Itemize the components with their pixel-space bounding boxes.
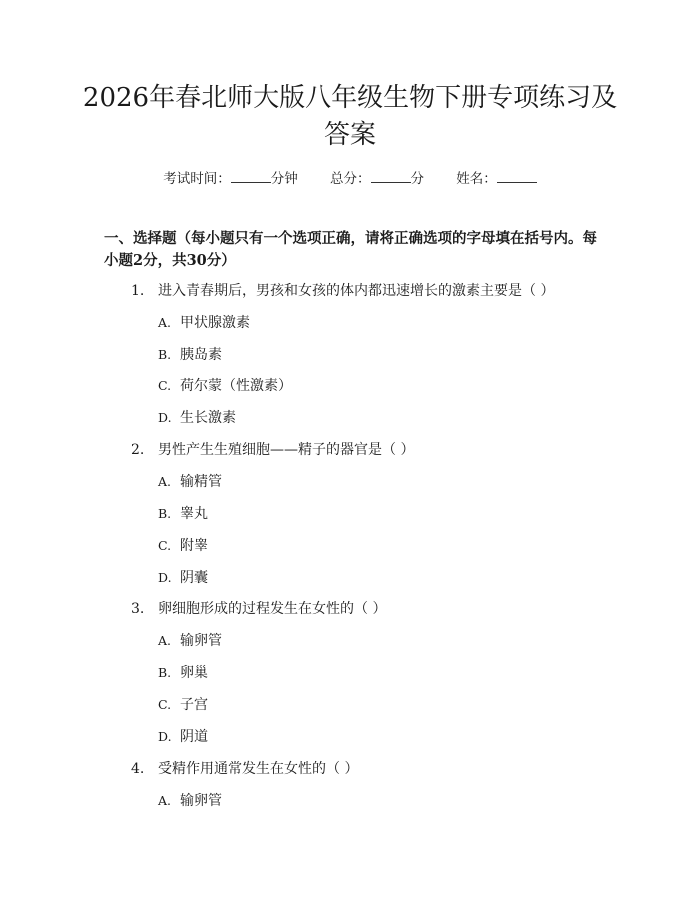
question-text: 男性产生生殖细胞——精子的器官是（ ） xyxy=(158,442,415,458)
question-number: 3. xyxy=(131,601,145,617)
option-letter: D. xyxy=(158,570,172,585)
option-text: 输卵管 xyxy=(180,793,222,809)
exam-time-unit: 分钟 xyxy=(270,171,298,187)
question-text: 卵细胞形成的过程发生在女性的（ ） xyxy=(158,601,387,617)
question-2-option-a[interactable] xyxy=(158,472,222,492)
total-score-unit: 分 xyxy=(410,171,424,187)
option-text: 荷尔蒙（性激素） xyxy=(180,378,292,394)
question-1 xyxy=(131,281,554,301)
question-number: 2. xyxy=(131,442,145,458)
section-title: 一、选择题（每小题只有一个选项正确，请将正确选项的字母填在括号内。每小题2分，共30分） xyxy=(104,230,597,269)
total-score-label: 总分： xyxy=(330,171,371,187)
option-text: 睾丸 xyxy=(180,506,208,522)
question-1-option-c[interactable] xyxy=(158,376,292,396)
option-text: 生长激素 xyxy=(180,410,236,426)
option-letter: A. xyxy=(158,633,172,648)
question-1-option-b[interactable] xyxy=(158,345,222,365)
option-letter: A. xyxy=(158,474,172,489)
option-text: 阴囊 xyxy=(180,570,208,586)
option-letter: B. xyxy=(158,665,172,680)
question-3-option-c[interactable] xyxy=(158,695,208,715)
question-2-option-c[interactable] xyxy=(158,536,208,556)
option-letter: C. xyxy=(158,697,172,712)
total-score xyxy=(330,168,424,189)
question-text: 进入青春期后，男孩和女孩的体内都迅速增长的激素主要是（ ） xyxy=(158,283,555,299)
question-3-option-a[interactable] xyxy=(158,631,222,651)
option-letter: A. xyxy=(158,315,172,330)
option-text: 子宫 xyxy=(180,697,208,713)
option-letter: B. xyxy=(158,347,172,362)
exam-info-line xyxy=(0,168,700,189)
option-letter: D. xyxy=(158,729,172,744)
question-text: 受精作用通常发生在女性的（ ） xyxy=(158,761,359,777)
question-number: 1. xyxy=(131,283,145,299)
option-text: 输卵管 xyxy=(180,633,222,649)
option-text: 阴道 xyxy=(180,729,208,745)
option-letter: C. xyxy=(158,378,172,393)
question-2-option-b[interactable] xyxy=(158,504,208,524)
question-1-option-a[interactable] xyxy=(158,313,250,333)
option-text: 附睾 xyxy=(180,538,208,554)
option-text: 卵巢 xyxy=(180,665,208,681)
student-name xyxy=(456,168,537,189)
question-3-option-b[interactable] xyxy=(158,663,208,683)
option-letter: D. xyxy=(158,410,172,425)
question-3 xyxy=(131,599,386,619)
option-text: 输精管 xyxy=(180,474,222,490)
exam-time xyxy=(163,168,298,189)
question-4-option-a[interactable] xyxy=(158,791,222,811)
question-3-option-d[interactable] xyxy=(158,727,208,747)
question-1-option-d[interactable] xyxy=(158,408,236,428)
question-number: 4. xyxy=(131,761,145,777)
option-text: 胰岛素 xyxy=(180,347,222,363)
question-4 xyxy=(131,759,358,779)
student-name-blank[interactable] xyxy=(497,168,537,183)
total-score-blank[interactable] xyxy=(371,168,411,183)
question-2 xyxy=(131,440,414,460)
option-letter: B. xyxy=(158,506,172,521)
student-name-label: 姓名： xyxy=(456,171,497,187)
option-letter: C. xyxy=(158,538,172,553)
exam-time-blank[interactable] xyxy=(231,168,271,183)
exam-time-label: 考试时间： xyxy=(163,171,231,187)
option-letter: A. xyxy=(158,793,172,808)
option-text: 甲状腺激素 xyxy=(180,315,250,331)
page-title: 2026年春北师大版八年级生物下册专项练习及答案 xyxy=(82,83,618,150)
question-2-option-d[interactable] xyxy=(158,568,208,588)
